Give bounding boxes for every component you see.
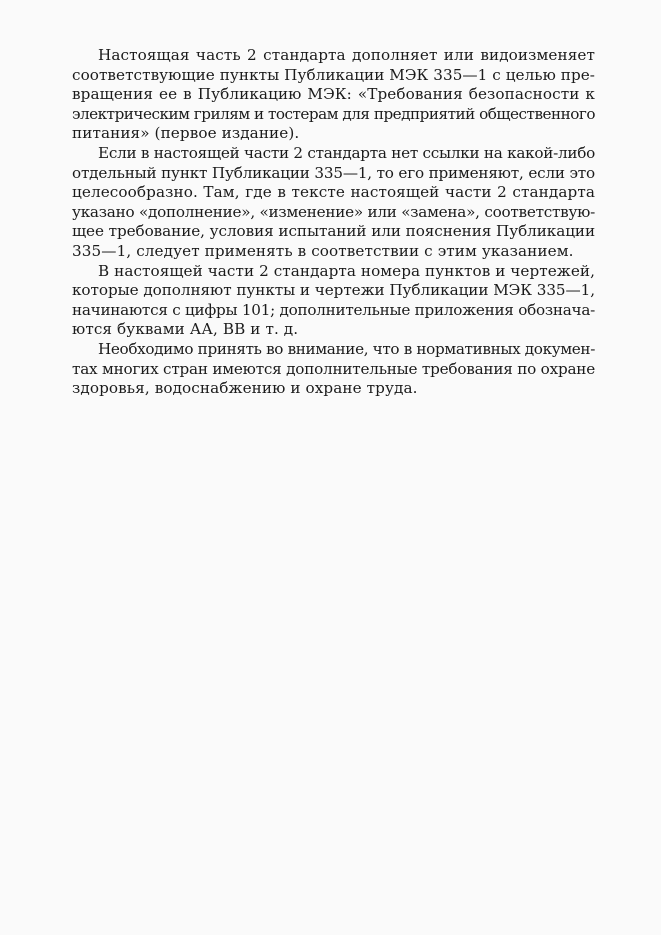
document-page	[72, 46, 595, 399]
text-line: Настоящая часть 2 стандарта дополняет или видоизменяет	[98, 46, 595, 64]
paragraph-references	[72, 144, 595, 262]
text-line: ются буквами АА, ВВ и т. д.	[72, 320, 299, 339]
text-line: здоровья, водоснабжению и охране труда.	[72, 379, 418, 398]
text-line: тах многих стран имеются дополнительные требования по охране	[72, 359, 595, 378]
text-line: целесообразно. Там, где в тексте настоящей части 2 стандарта	[72, 183, 595, 202]
text-line: 335—1, следует применять в соответствии с этим указанием.	[72, 241, 574, 260]
text-line: Если в настоящей части 2 стандарта нет ссылки на какой-либо	[98, 143, 596, 162]
text-line: соответствующие пункты Публикации МЭК 335—1 с целью пре-	[72, 65, 595, 84]
text-line: электрическим грилям и тостерам для предприятий общественного	[72, 104, 596, 123]
paragraph-scope	[72, 46, 595, 144]
text-line: В настоящей части 2 стандарта номера пунктов и чертежей,	[98, 261, 595, 280]
text-line: которые дополняют пункты и чертежи Публикации МЭК 335—1,	[72, 281, 596, 300]
text-line: Необходимо принять во внимание, что в нормативных докумен-	[98, 339, 595, 358]
text-line: вращения ее в Публикацию МЭК: «Требования безопасности к	[72, 85, 595, 104]
text-line: питания» (первое издание).	[72, 124, 300, 143]
text-line: щее требование, условия испытаний или пояснения Публикации	[72, 222, 595, 241]
paragraph-numbering	[72, 262, 595, 340]
text-line: отдельный пункт Публикации 335—1, то его применяют, если это	[72, 163, 595, 182]
text-line: начинаются с цифры 101; дополнительные приложения обознача-	[72, 300, 595, 319]
paragraph-national-requirements	[72, 340, 595, 399]
text-line: указано «дополнение», «изменение» или «замена», соответствую-	[72, 202, 595, 221]
